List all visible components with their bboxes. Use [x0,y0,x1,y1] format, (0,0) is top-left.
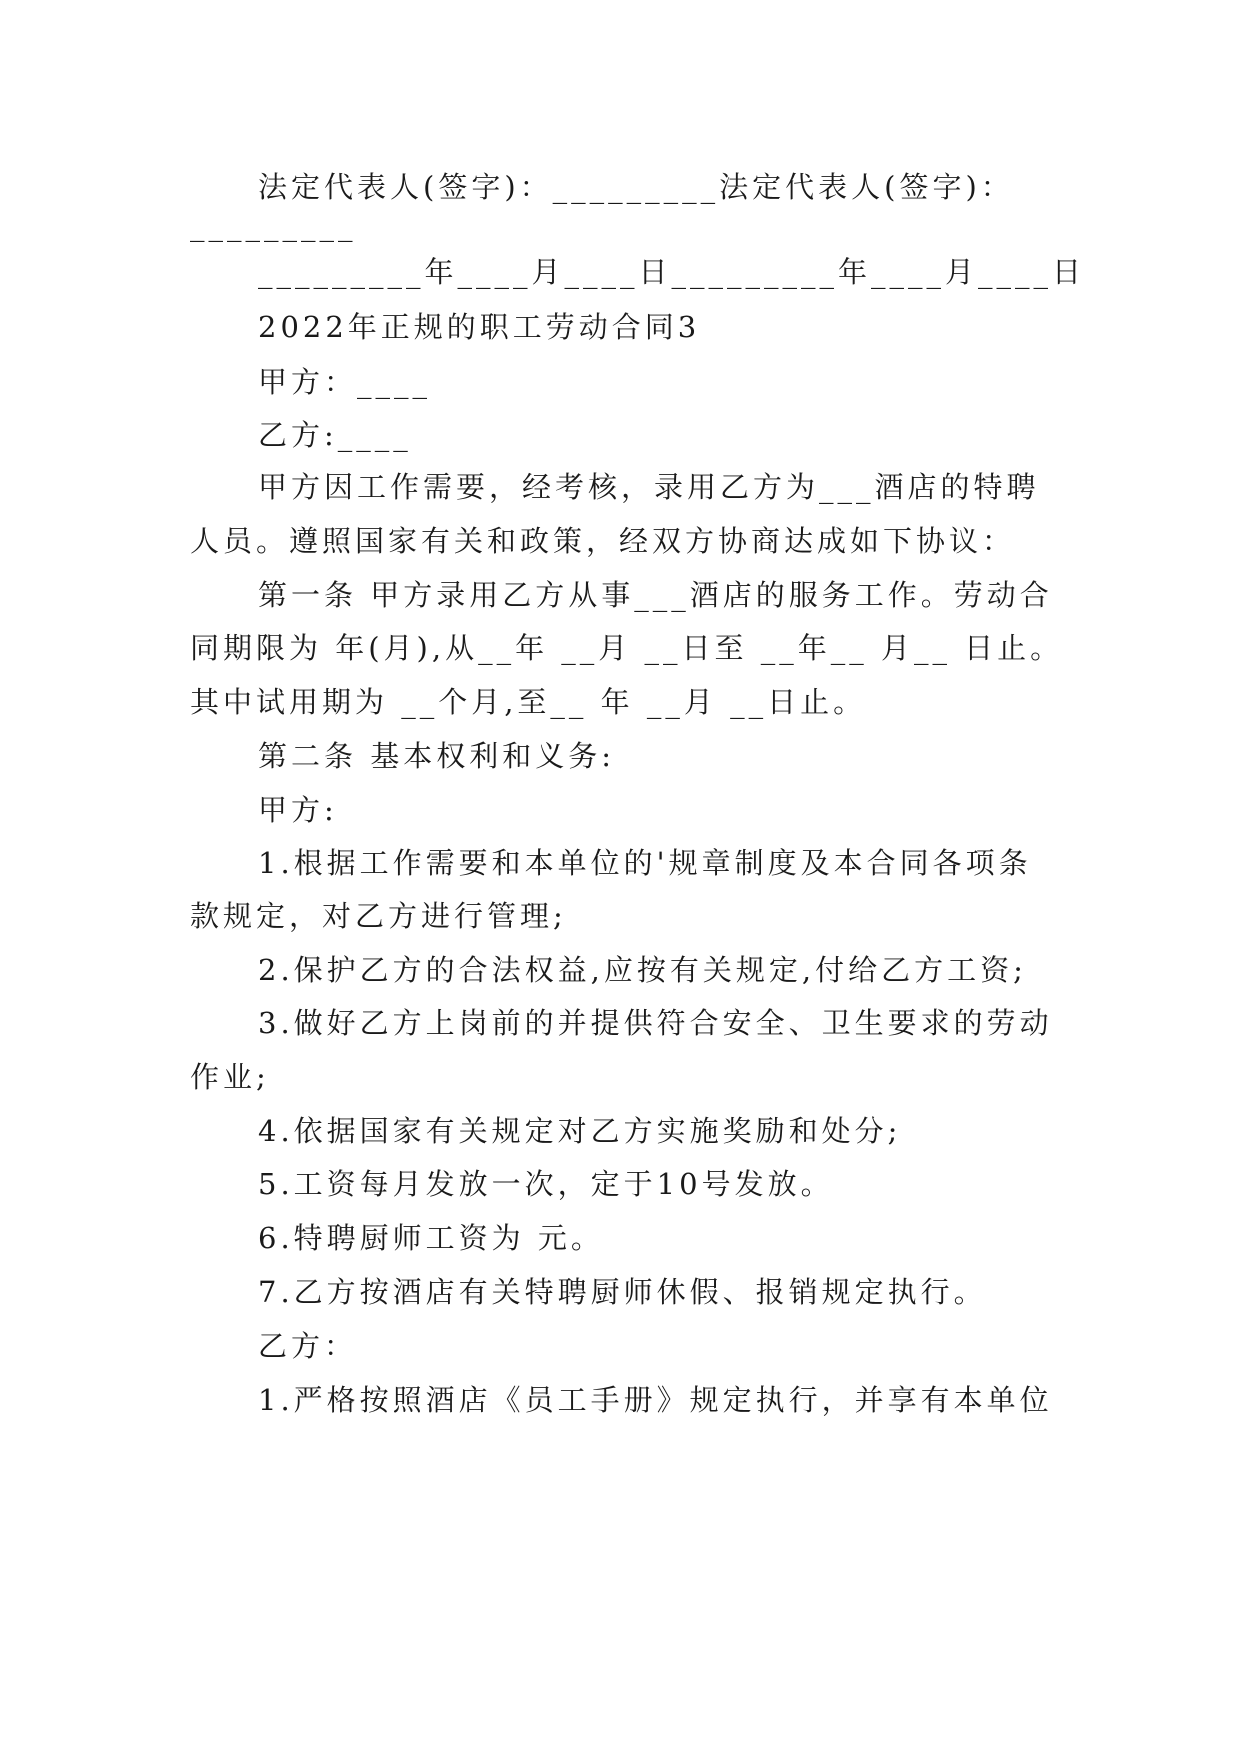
paragraph-line: 其中试用期为 __个月,至__ 年 __月 __日止。 [190,685,867,719]
section-title: 2022年正规的职工劳动合同3 [258,310,701,344]
list-item: 2.保护乙方的合法权益,应按有关规定,付给乙方工资; [258,953,1027,987]
list-item: 5.工资每月发放一次，定于10号发放。 [258,1167,834,1201]
paragraph-line: 同期限为 年(月),从__年 __月 __日至 __年__ 月__ 日止。 [190,631,1064,665]
list-item: 作业; [190,1060,270,1094]
party-a-line: 甲方：____ [258,365,432,399]
list-item: 款规定，对乙方进行管理; [190,899,567,933]
list-item: 4.依据国家有关规定对乙方实施奖励和处分; [258,1114,902,1148]
party-b-line: 乙方:____ [258,418,412,452]
list-item: 3.做好乙方上岗前的并提供符合安全、卫生要求的劳动 [258,1006,1053,1040]
list-item: 7.乙方按酒店有关特聘厨师休假、报销规定执行。 [258,1275,987,1309]
signature-line: 法定代表人(签字)：_________法定代表人(签字)： [258,170,1014,204]
paragraph-line: 第一条 甲方录用乙方从事___酒店的服务工作。劳动合 [258,578,1053,612]
paragraph-line: 人员。遵照国家有关和政策，经双方协商达成如下协议： [190,524,1016,558]
paragraph-line: 甲方因工作需要，经考核，录用乙方为___酒店的特聘 [258,470,1040,504]
party-a-heading: 甲方: [258,793,338,827]
signature-blank: _________ [190,208,357,242]
list-item: 1.根据工作需要和本单位的'规章制度及本合同各项条 [258,846,1032,880]
date-line: _________年____月____日_________年____月____日 [258,255,1086,289]
list-item: 1.严格按照酒店《员工手册》规定执行，并享有本单位 [258,1383,1053,1417]
party-b-heading: 乙方： [258,1329,358,1363]
article-heading: 第二条 基本权利和义务: [258,739,615,773]
list-item: 6.特聘厨师工资为 元。 [258,1221,604,1255]
